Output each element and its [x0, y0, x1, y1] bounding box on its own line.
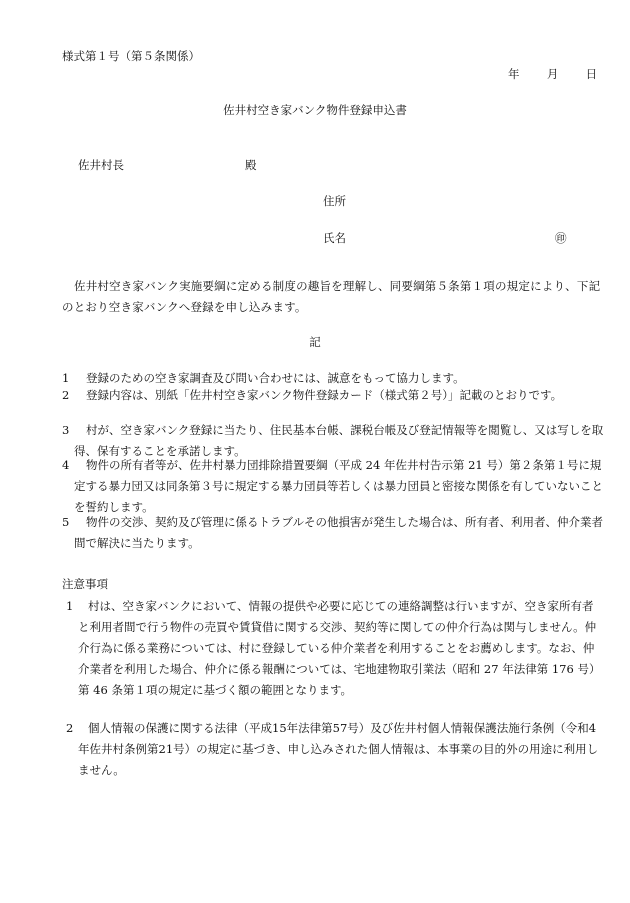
pledge-text: 村が、空き家バンク登録に当たり、住民基本台帳、課税台帳及び登記情報等を閲覧し、又は写しを取得、保有することを承諾します。: [74, 423, 604, 458]
pledge-number: 5: [62, 515, 70, 529]
addressee-name: 佐井村長: [78, 158, 124, 172]
note-number: 2: [66, 721, 74, 735]
seal-mark: ㊞: [555, 231, 567, 245]
pledge-text: 登録内容は、別紙「佐井村空き家バンク物件登録カード（様式第２号）」記載のとおりです。: [86, 388, 563, 402]
note-text: 村は、空き家バンクにおいて、情報の提供や必要に応じての連絡調整は行いますが、空き家所有者と利用者間で行う物件の売買や賃貸借に関する交渉、契約等に関しての仲介行為は関与しません。仲介行為に係る業務については、村に登録している仲介業者を利用することをお薦めします。なお、仲介業者を利用した場合、仲介に係る報酬については、宅地建物取引業法（昭和 27 年法律第 176 号）第 46 条第１項の規定に基づく額の範囲となります。: [78, 599, 601, 697]
document-title: 佐井村空き家バンク物件登録申込書: [223, 103, 407, 117]
note-number: 1: [66, 599, 74, 613]
pledge-number: 3: [62, 423, 70, 437]
name-label: 氏名: [323, 231, 346, 245]
pledge-text: 登録のための空き家調査及び問い合わせには、誠意をもって協力します。: [86, 371, 465, 385]
pledge-item-4: [62, 455, 604, 518]
address-label: 住所: [323, 194, 346, 208]
addressee-honorific: 殿: [245, 158, 257, 172]
note-text: 個人情報の保護に関する法律（平成15年法律第57号）及び佐井村個人情報保護法施行条例（令和4年佐井村条例第21号）の規定に基づき、申し込みされた個人情報は、本事業の目的外の用途に利用しません。: [78, 721, 599, 777]
pledge-number: 1: [62, 371, 70, 385]
note-item-1: [62, 596, 604, 701]
pledge-number: 2: [62, 388, 70, 402]
pledge-item-5: [62, 512, 604, 554]
date-year-label: 年: [508, 67, 520, 81]
pledge-text: 物件の交渉、契約及び管理に係るトラブルその他損害が発生した場合は、所有者、利用者、仲介業者間で解決に当たります。: [74, 515, 604, 550]
note-item-2: [62, 718, 604, 781]
pledge-text: 物件の所有者等が、佐井村暴力団排除措置要綱（平成 24 年佐井村告示第 21 号）第２条第１号に規定する暴力団又は同条第３号に規定する暴力団員等若しくは暴力団員と密接な関係を有していないことを誓約します。: [74, 458, 603, 514]
date-month-label: 月: [546, 67, 559, 81]
ki-heading: 記: [309, 335, 321, 349]
pledge-item-2: [62, 385, 604, 406]
date-line: [508, 66, 597, 82]
form-number-label: 様式第１号（第５条関係）: [62, 49, 200, 63]
intro-paragraph: 佐井村空き家バンク実施要綱に定める制度の趣旨を理解し、同要綱第５条第１項の規定により、下記のとおり空き家バンクへ登録を申し込みます。: [62, 279, 601, 314]
notes-heading: 注意事項: [62, 577, 108, 591]
date-day-label: 日: [585, 67, 598, 81]
pledge-number: 4: [62, 458, 70, 472]
